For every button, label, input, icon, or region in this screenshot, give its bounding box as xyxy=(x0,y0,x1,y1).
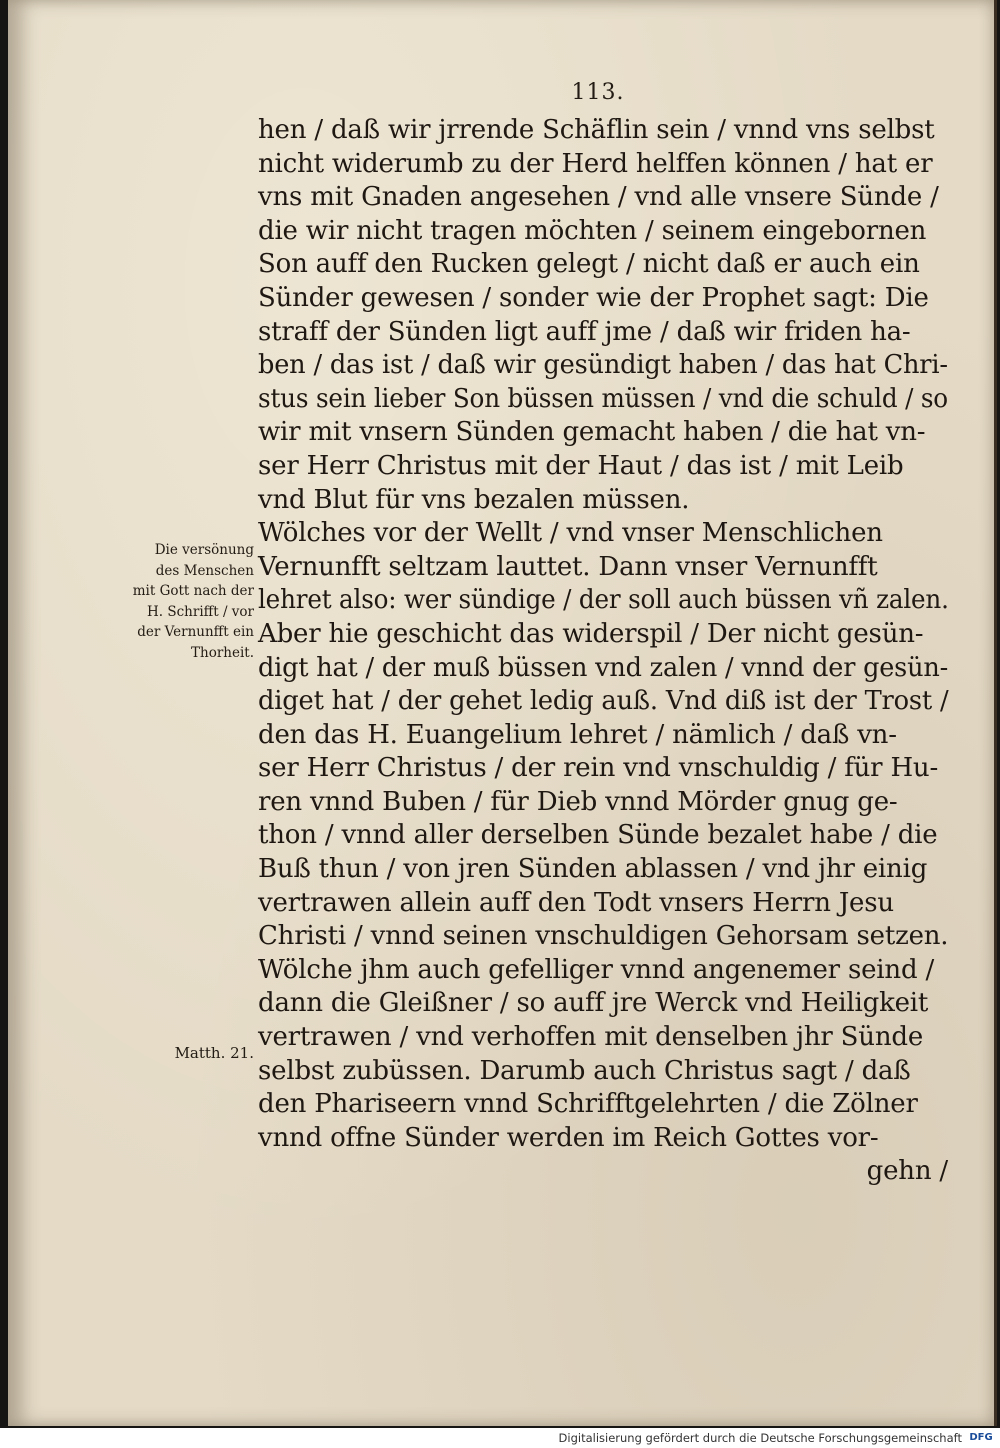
text-line: straff der Sünden ligt auff jme / daß wir friden ha- xyxy=(258,316,911,347)
text-line: Buß thun / von jren Sünden ablassen / vnd jhr einig xyxy=(258,854,928,885)
marginal-bible-reference: Matth. 21. xyxy=(174,1044,254,1062)
text-line: wir mit vnsern Sünden gemacht haben / die hat vn- xyxy=(258,417,926,448)
marginal-note-line: der Vernunfft ein xyxy=(137,624,254,641)
text-line-last: gehn / xyxy=(866,1156,948,1187)
text-line: lehret also: wer sündige / der soll auch büssen vñ zalen. xyxy=(258,585,949,616)
text-line: ben / das ist / daß wir gesündigt haben / das hat Chri- xyxy=(258,350,948,381)
text-line: ser Herr Christus / der rein vnd vnschuldig / für Hu- xyxy=(258,753,939,784)
text-line: vnnd offne Sünder werden im Reich Gottes vor- xyxy=(258,1122,879,1153)
funding-notice: Digitalisierung gefördert durch die Deutsche Forschungsgemeinschaft xyxy=(558,1431,962,1445)
text-line: Son auff den Rucken gelegt / nicht daß er auch ein xyxy=(258,249,920,280)
dfg-logo: DFG xyxy=(969,1432,993,1443)
text-line: digt hat / der muß büssen vnd zalen / vnnd der gesün- xyxy=(258,652,949,683)
text-line: den das H. Euangelium lehret / nämlich / daß vn- xyxy=(258,719,897,750)
footer-bar xyxy=(0,1428,1000,1448)
marginal-note-line: H. Schrifft / vor xyxy=(147,603,254,620)
marginal-note-line: mit Gott nach der xyxy=(132,583,254,600)
text-line: thon / vnnd aller derselben Sünde bezalet habe / die xyxy=(258,820,938,851)
marginal-note xyxy=(76,540,254,664)
text-line: hen / daß wir jrrende Schäflin sein / vnnd vns selbst xyxy=(258,115,935,145)
text-line: diget hat / der gehet ledig auß. Vnd diß ist der Trost / xyxy=(258,686,949,717)
text-line: den Phariseern vnnd Schrifftgelehrten / die Zölner xyxy=(258,1089,918,1120)
text-line: Aber hie geschicht das widerspil / Der nicht gesün- xyxy=(258,618,924,649)
text-line: vertrawen / vnd verhoffen mit denselben jhr Sünde xyxy=(258,1022,924,1053)
marginal-note-line: Thorheit. xyxy=(191,644,254,661)
text-line: Wölche jhm auch gefelliger vnnd angenemer seind / xyxy=(258,954,935,985)
body-text xyxy=(258,114,948,1189)
text-line: Vernunfft seltzam lauttet. Dann vnser Vernunfft xyxy=(258,551,878,582)
text-line: die wir nicht tragen möchten / seinem eingebornen xyxy=(258,215,927,246)
text-line: Christi / vnnd seinen vnschuldigen Gehorsam setzen. xyxy=(258,921,949,952)
page-number: 113. xyxy=(571,80,625,105)
text-line: stus sein lieber Son büssen müssen / vnd die schuld / so xyxy=(258,383,948,414)
marginal-note-line: des Menschen xyxy=(155,562,254,579)
text-line: ren vnnd Buben / für Dieb vnnd Mörder gnug ge- xyxy=(258,786,898,817)
text-line: vnd Blut für vns bezalen müssen. xyxy=(258,484,690,515)
text-line: selbst zubüssen. Darumb auch Christus sagt / daß xyxy=(258,1055,911,1086)
text-line: Sünder gewesen / sonder wie der Prophet sagt: Die xyxy=(258,282,929,313)
text-line: ser Herr Christus mit der Haut / das ist / mit Leib xyxy=(258,450,904,481)
marginal-note-line: Die versönung xyxy=(154,542,254,558)
text-line: Wölches vor der Wellt / vnd vnser Menschlichen xyxy=(258,518,883,549)
text-line: vns mit Gnaden angesehen / vnd alle vnsere Sünde / xyxy=(258,182,939,213)
text-line: dann die Gleißner / so auff jre Werck vnd Heiligkeit xyxy=(258,988,929,1019)
text-line: vertrawen allein auff den Todt vnsers Herrn Jesu xyxy=(258,887,894,918)
text-line: nicht widerumb zu der Herd helffen können / hat er xyxy=(258,148,933,179)
